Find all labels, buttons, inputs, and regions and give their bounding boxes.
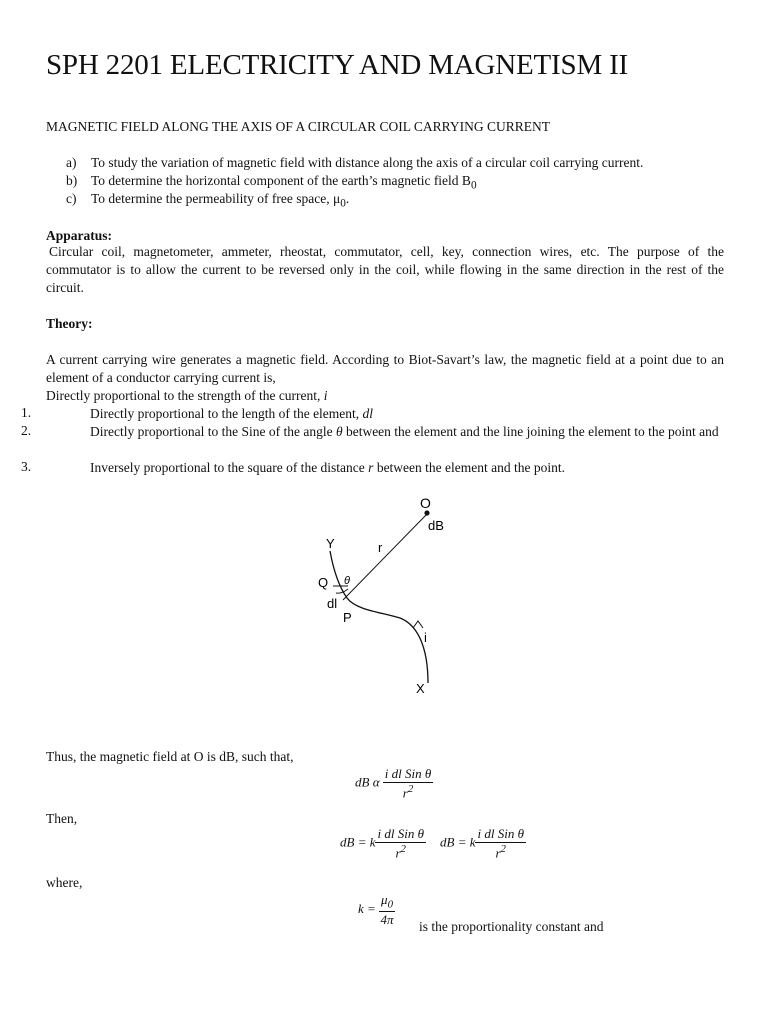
label-o: O xyxy=(420,495,431,511)
subscript: 0 xyxy=(340,197,346,210)
fraction: $\frac{\text{i dl Sin θ}}{r^2}$ xyxy=(477,826,524,861)
label-db: dB xyxy=(428,518,444,533)
fraction: $\frac{\text{i dl Sin θ}}{r^2}$ xyxy=(377,826,424,861)
equation-db-1: dB = k $\frac{\text{i dl Sin θ}}{r^2}$ xyxy=(340,826,424,861)
theory-heading: Theory: xyxy=(46,316,93,331)
objective-label: c) xyxy=(66,191,77,206)
label-i: i xyxy=(424,630,427,645)
label-theta: θ xyxy=(344,575,350,587)
page-title: SPH 2201 ELECTRICITY AND MAGNETISM II xyxy=(46,49,628,81)
biot-savart-diagram xyxy=(300,488,460,700)
objective-text: To determine the permeability of free space, $\mu_0$. xyxy=(91,191,350,210)
theory-item-1: Directly proportional to the length of the element, dl xyxy=(90,406,374,421)
theory-item-3: Inversely proportional to the square of the distance r between the element and the point. xyxy=(90,460,565,475)
point-o xyxy=(424,510,429,515)
label-y: Y xyxy=(326,536,335,551)
objective-text: To study the variation of magnetic field with distance along the axis of a circular coil carrying current. xyxy=(91,155,644,170)
label-r: r xyxy=(378,540,383,555)
current-arrow-icon xyxy=(413,621,423,628)
apparatus-heading: Apparatus: xyxy=(46,228,113,243)
equation-k: k = $\frac{\mu_0}{4\pi}$ xyxy=(358,892,394,927)
fraction: $\frac{\text{i dl Sin θ}}{r^2}$ xyxy=(384,766,432,801)
objective-label: a) xyxy=(66,155,77,170)
objective-label: b) xyxy=(66,173,78,188)
line-r xyxy=(343,514,427,600)
objective-text: To determine the horizontal component of the earth’s magnetic field $B_0$ xyxy=(91,173,477,192)
label-dl: dl xyxy=(327,596,338,611)
apparatus-text: Circular coil, magnetometer, ammeter, rheostat, commutator, cell, key, connection wires, etc. The purpose of the commutator is to allow the current to be reversed only in the coil, while flowing in the same direction in the rest of the circuit. xyxy=(46,244,724,295)
item-number: 2. xyxy=(21,423,32,438)
item-number: 1. xyxy=(21,405,32,420)
text-then: Then, xyxy=(46,811,78,826)
text-where: where, xyxy=(46,875,83,890)
item-number: 3. xyxy=(21,459,32,474)
section-subtitle: MAGNETIC FIELD ALONG THE AXIS OF A CIRCULAR COIL CARRYING CURRENT xyxy=(46,119,551,134)
label-x: X xyxy=(416,681,425,696)
equation-db-2: dB = k $\frac{\text{i dl Sin θ}}{r^2}$ xyxy=(440,826,524,861)
theory-line1: Directly proportional to the strength of the current, i xyxy=(46,388,328,403)
label-q: Q xyxy=(318,575,329,590)
fraction: $\frac{\mu_0}{4\pi}$ xyxy=(380,892,394,927)
theory-intro: A current carrying wire generates a magnetic field. According to Biot-Savart’s law, the magnetic field at a point due to an element of a conductor carrying current is, xyxy=(46,352,724,385)
text-k-caption: is the proportionality constant and xyxy=(419,919,604,934)
text-thus: Thus, the magnetic field at O is dB, such that, xyxy=(46,749,294,764)
theory-item-2: Directly proportional to the Sine of the angle θ between the element and the line joining the element to the point and xyxy=(90,424,719,439)
equation-proportional: dB α $\frac{\text{i dl Sin θ}}{r^2}$ xyxy=(355,766,432,801)
subscript: 0 xyxy=(470,179,477,192)
label-p: P xyxy=(343,610,352,625)
